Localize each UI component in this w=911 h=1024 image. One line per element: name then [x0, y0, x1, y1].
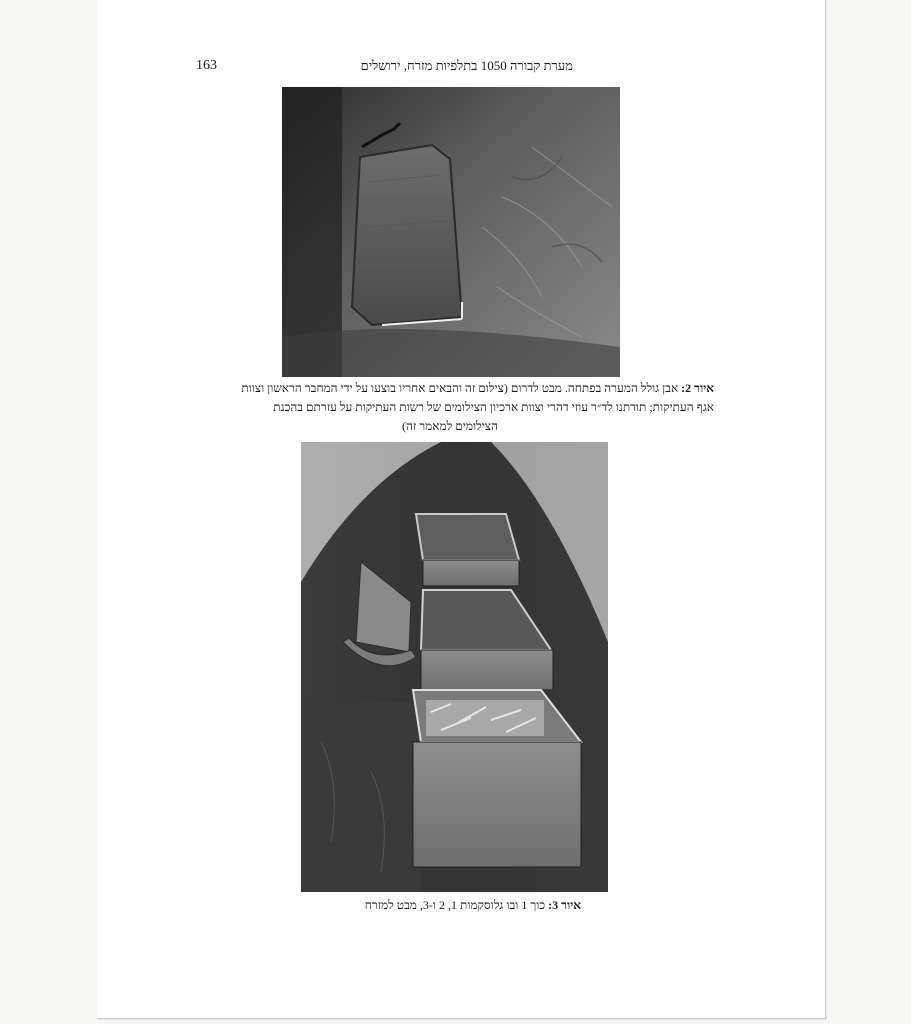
figure-3-photo — [301, 442, 608, 892]
figure-3-label: איור 3: — [548, 898, 581, 912]
rolling-stone-photo — [282, 87, 620, 377]
figure-2-caption-line-2: אגף העתיקות; תודתנו לד״ר עוזי דהרי וצוות ארכיון הצילומים של רשות העתיקות על עזרתם בהכנת — [273, 400, 714, 414]
figure-2-caption-text: אבן גולל המערה בפתחה. מבט לדרום (צילום זה והבאים אחריו בוצעו על ידי המחבר הראשון וצוות — [241, 381, 679, 395]
figure-3-caption-text: כוך 1 ובו גלוסקמות 1, 2 ו-3, מבט למזרח — [364, 898, 546, 912]
figure-2-caption-line-3: הצילומים למאמר זה) — [402, 419, 498, 433]
ossuaries-photo — [301, 442, 608, 892]
running-header: מערת קבורה 1050 בתלפיות מזרח, ירושלים — [360, 58, 573, 73]
figure-2-label: איור 2: — [681, 381, 714, 395]
figure-2-photo — [282, 87, 620, 377]
page-number: 163 — [196, 58, 217, 73]
figure-2-caption-line-1 — [241, 379, 714, 398]
figure-3-caption — [365, 896, 581, 915]
